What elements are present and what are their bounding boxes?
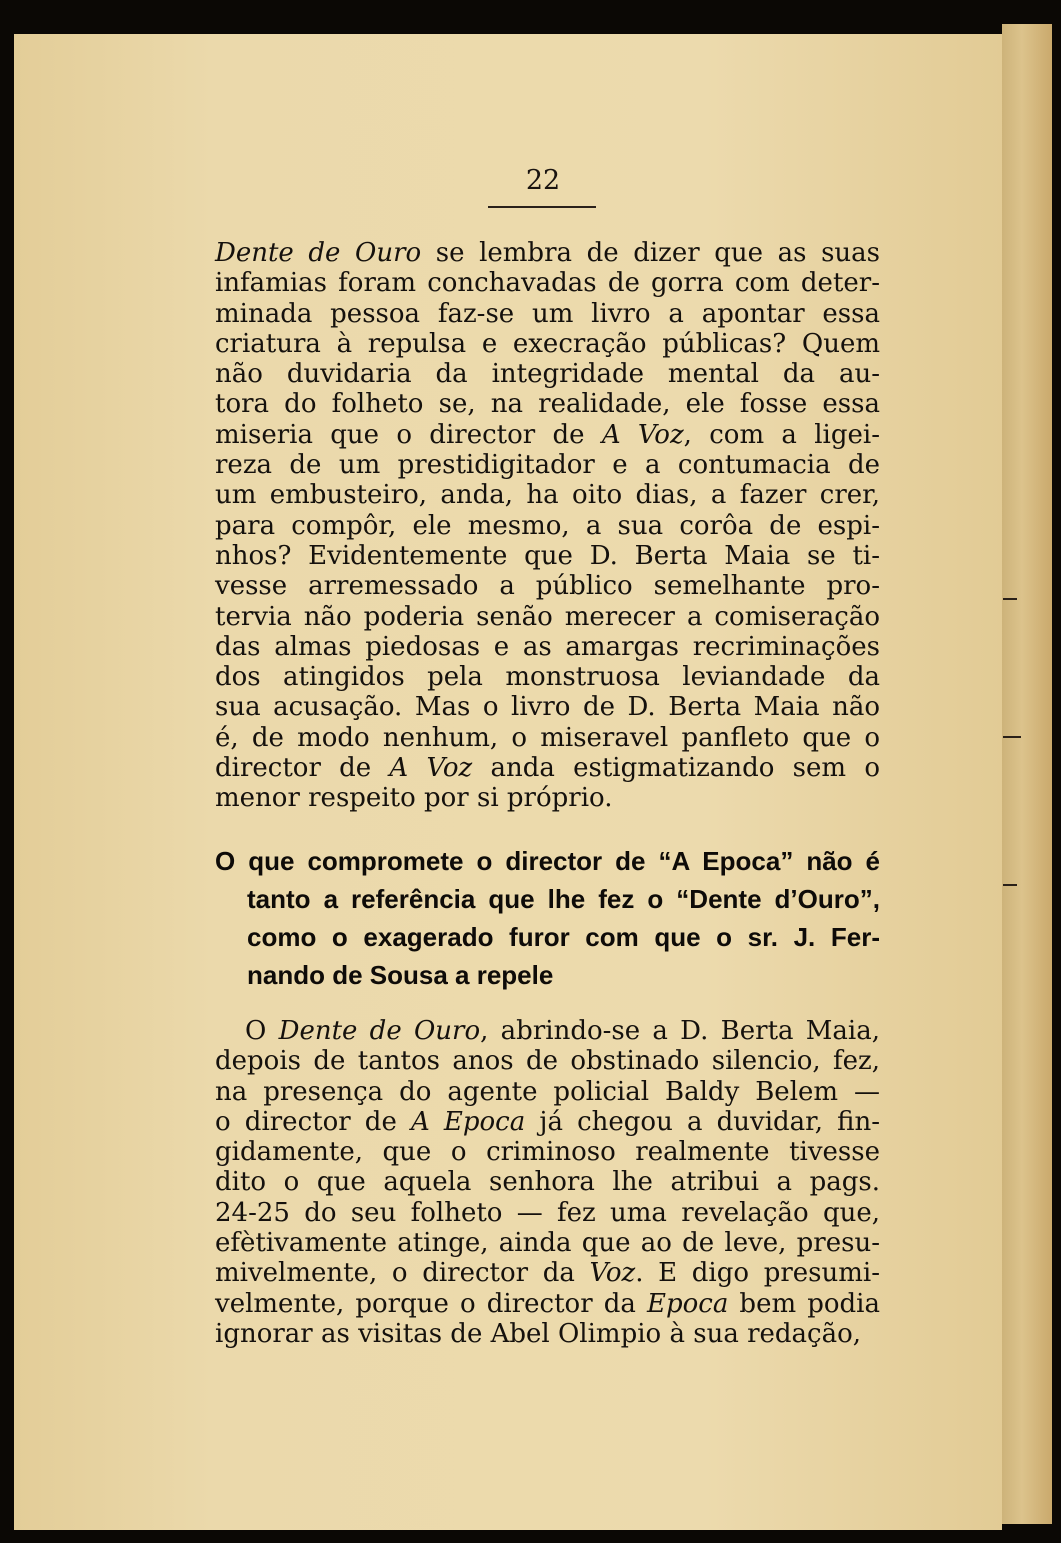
italic-text: A Voz [389, 753, 473, 784]
italic-text: Voz [589, 1258, 636, 1289]
text-line [215, 1046, 880, 1076]
text-line [215, 541, 880, 571]
italic-text: Dente de Ouro [215, 238, 422, 268]
line-text: não duvidaria da integridade mental da au- [215, 359, 880, 390]
line-text: . E digo presumi- [635, 1258, 880, 1289]
line-text: O [245, 1016, 279, 1046]
text-line [215, 450, 880, 480]
line-text: , com a ligei- [683, 419, 880, 450]
page-number-rule [488, 206, 596, 208]
text-line [215, 1198, 880, 1228]
line-text: director de [215, 753, 390, 784]
text-line [215, 723, 880, 753]
text-line [215, 1258, 880, 1288]
line-text: reza de um prestidigitador e a contumacia de [215, 450, 880, 481]
line-text: miseria que o director de [215, 419, 602, 450]
line-text: 24-25 do seu folheto — fez uma revelação que, [215, 1197, 880, 1228]
binding-mark [1003, 736, 1021, 738]
line-text: efètivamente atinge, ainda que ao de leve, presu- [215, 1228, 880, 1259]
text-line [215, 783, 880, 813]
heading-line: O que compromete o director de “A Epoca” não é [215, 846, 880, 876]
line-text: anda estigmatizando sem o [472, 753, 880, 784]
line-text: se lembra de dizer que as suas [421, 238, 880, 268]
line-text: dito o que aquela senhora lhe atribui a pags. [215, 1167, 880, 1198]
text-line [215, 420, 880, 450]
line-text: dos atingidos pela monstruosa leviandade da [215, 662, 880, 693]
line-text: ignorar as visitas de Abel Olimpio à sua redação, [215, 1318, 862, 1349]
line-text: é, de modo nenhum, o miseravel panfleto que o [215, 722, 880, 753]
italic-text: Epoca [646, 1288, 729, 1319]
text-line [215, 571, 880, 601]
line-text: mivelmente, o director da [215, 1258, 590, 1289]
text-line [215, 1289, 880, 1319]
line-text: gidamente, que o criminoso realmente tivesse [215, 1137, 880, 1168]
adjacent-page-edge [1002, 24, 1052, 1524]
text-line [215, 1167, 880, 1197]
line-text: bem podia [728, 1288, 880, 1319]
heading-line: tanto a referência que lhe fez o “Dente d’Ouro”, [247, 884, 880, 914]
line-text: infamias foram conchavadas de gorra com deter- [215, 268, 880, 299]
text-line [215, 692, 880, 722]
text-line [215, 632, 880, 662]
text-line [215, 662, 880, 692]
section-heading [215, 842, 880, 994]
text-line [215, 1228, 880, 1258]
line-text: depois de tantos anos de obstinado silencio, fez, [215, 1046, 880, 1077]
line-text: na presença do agente policial Baldy Belem — [215, 1076, 880, 1107]
paragraph-2 [215, 1016, 880, 1349]
line-text: velmente, porque o director da [215, 1288, 647, 1319]
binding-mark [1003, 884, 1017, 886]
text-line [215, 238, 880, 268]
italic-text: Dente de Ouro [278, 1016, 481, 1046]
heading-line: como o exagerado furor com que o sr. J. Fer- [247, 922, 880, 952]
text-line [215, 511, 880, 541]
line-text: vesse arremessado a público semelhante pro- [215, 571, 880, 602]
line-text: já chegou a duvidar, fin- [525, 1106, 881, 1137]
text-line [215, 329, 880, 359]
line-text: tervia não poderia senão merecer a comiseração [215, 601, 880, 632]
text-line [215, 299, 880, 329]
line-text: nhos? Evidentemente que D. Berta Maia se ti- [215, 540, 880, 571]
paragraph-1 [215, 238, 880, 814]
line-text: menor respeito por si próprio. [215, 783, 613, 814]
line-text: das almas piedosas e as amargas recriminações [215, 631, 880, 662]
line-text: sua acusação. Mas o livro de D. Berta Maia não [215, 692, 880, 723]
italic-text: A Voz [601, 419, 684, 450]
text-line [215, 1137, 880, 1167]
page-number: 22 [525, 165, 561, 196]
binding-mark [1003, 598, 1017, 600]
text-line [215, 1319, 880, 1349]
line-text: , abrindo-se a D. Berta Maia, [480, 1016, 880, 1046]
text-line [215, 1107, 880, 1137]
line-text: criatura à repulsa e execração públicas? Quem [215, 328, 880, 359]
text-line [215, 480, 880, 510]
line-text: minada pessoa faz-se um livro a apontar essa [215, 298, 880, 329]
italic-text: A Epoca [410, 1106, 526, 1137]
line-text: tora do folheto se, na realidade, ele fosse essa [215, 389, 880, 420]
text-line [215, 602, 880, 632]
line-text: um embusteiro, anda, ha oito dias, a fazer crer, [215, 480, 880, 511]
text-line [215, 389, 880, 419]
line-text: para compôr, ele mesmo, a sua corôa de espi- [215, 510, 880, 541]
line-text: o director de [215, 1106, 411, 1137]
text-line [215, 359, 880, 389]
text-line [215, 1016, 880, 1046]
heading-line: nando de Sousa a repele [247, 960, 554, 990]
text-line [215, 753, 880, 783]
text-line [215, 268, 880, 298]
text-line [215, 1077, 880, 1107]
